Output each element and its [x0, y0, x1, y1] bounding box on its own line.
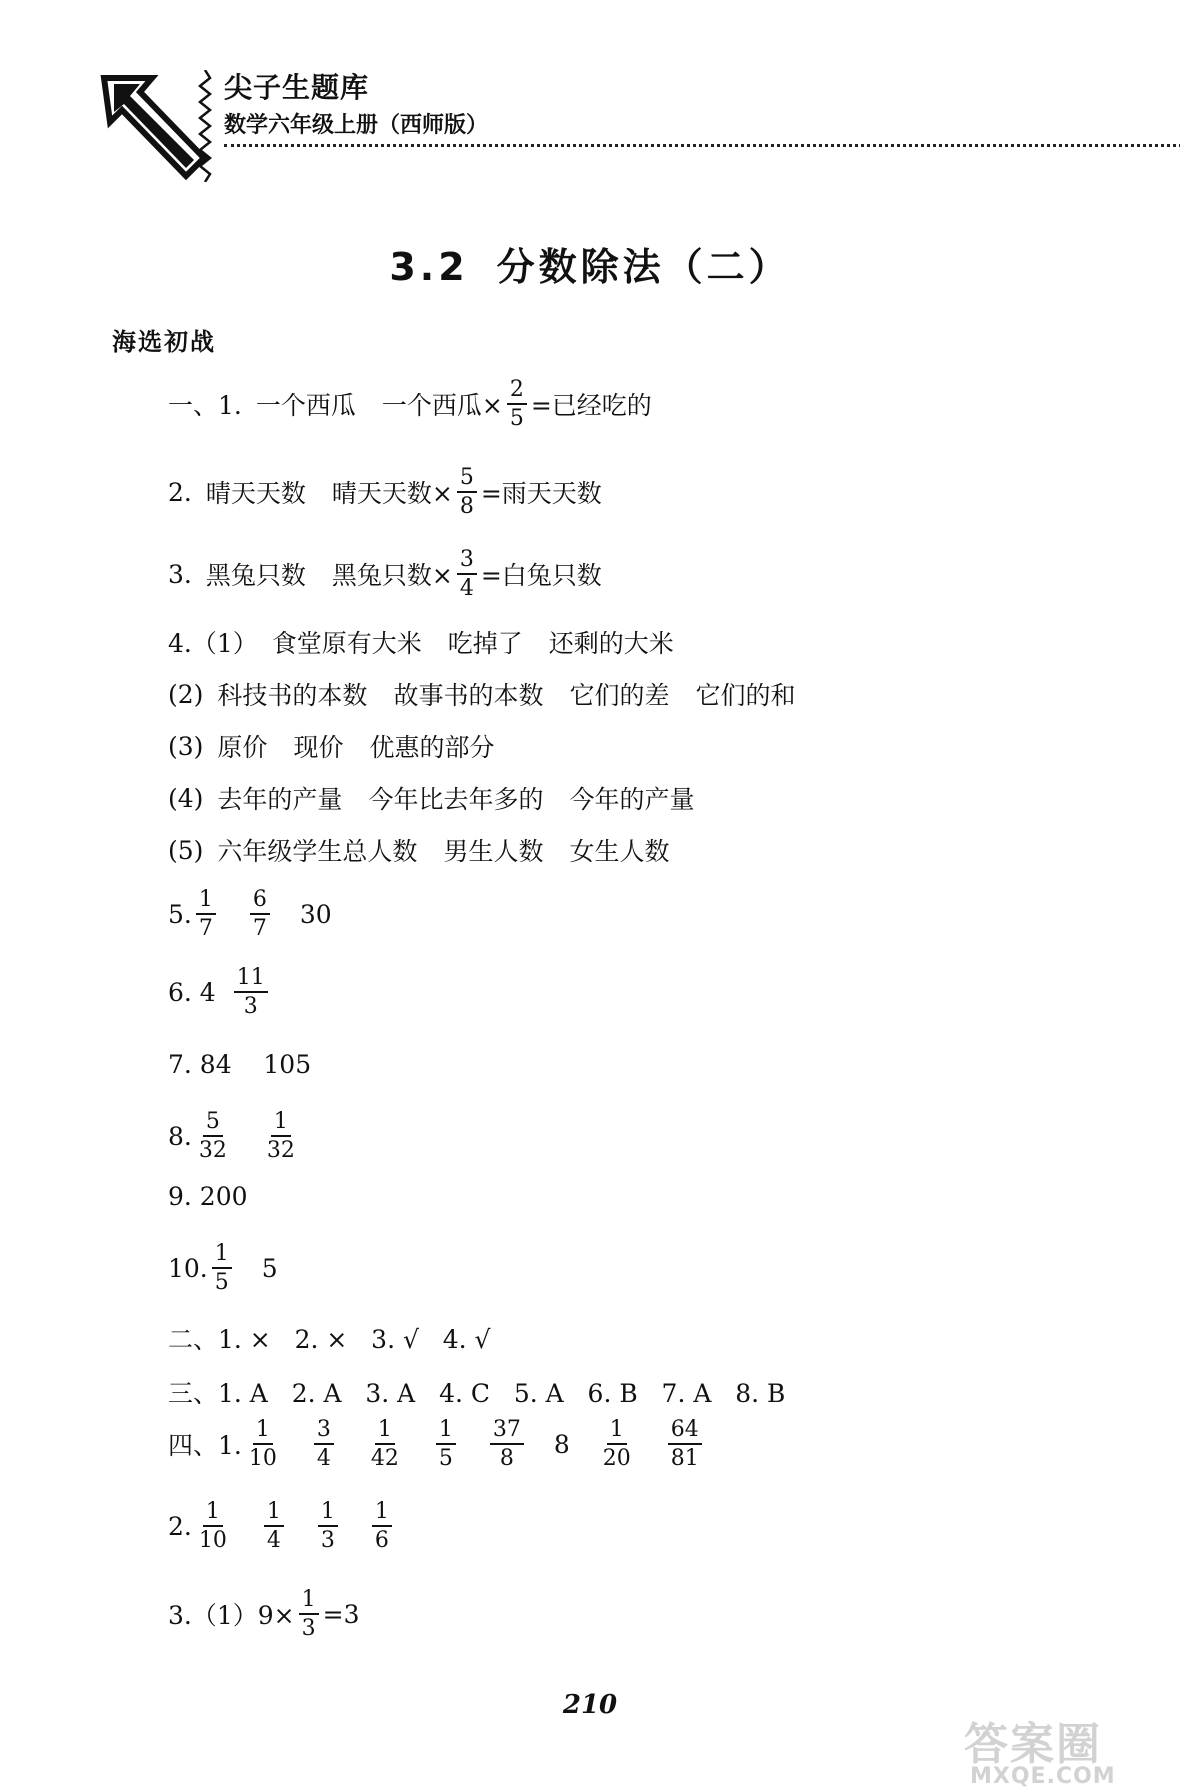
answer-text: 一个西瓜×: [381, 391, 503, 421]
chapter-name: 分数除法（二）: [496, 245, 791, 289]
answer-text: =雨天天数: [480, 479, 602, 509]
fraction: $\frac{64}{81}$: [668, 1418, 702, 1470]
answer-line-1-1: [168, 378, 652, 430]
answer-text: =已经吃的: [530, 391, 652, 421]
fraction: $\frac{1}{20}$: [602, 1417, 631, 1472]
answer-line-1-9: 9. 200: [168, 1182, 248, 1211]
item-number: 10.: [168, 1253, 208, 1283]
item-number: 3.: [168, 559, 192, 589]
fraction: $\frac{1}{3}$: [299, 1588, 319, 1640]
fraction: $\frac{1}{42}$: [370, 1417, 399, 1472]
fraction: $\frac{1}{10}$: [248, 1417, 277, 1472]
answer-text: 黑兔只数×: [331, 561, 453, 591]
answer-text: 一个西瓜: [255, 391, 356, 421]
chapter-title: [0, 236, 1180, 291]
page-number: 210: [562, 1690, 618, 1720]
answer-line-4-2: [168, 1500, 396, 1552]
section-heading: 海选初战: [112, 328, 216, 356]
fraction: $\frac{5}{8}$: [457, 466, 477, 518]
item-number: 4.（1）: [168, 629, 258, 658]
item-number: 3.（1）9×: [168, 1601, 295, 1631]
fraction: $\frac{11}{3}$: [234, 966, 268, 1018]
answer-line-2: 二、1. × 2. × 3. √ 4. √: [168, 1325, 491, 1354]
answer-line-1-3: [168, 548, 602, 600]
item-number: (4): [168, 783, 204, 813]
fraction: $\frac{5}{32}$: [198, 1109, 227, 1164]
item-number: (5): [168, 835, 204, 865]
page-header: [100, 62, 1100, 182]
answer-line-1-4-2: (2) 科技书的本数 故事书的本数 它们的差 它们的和: [168, 679, 796, 710]
fraction: $\frac{1}{7}$: [196, 888, 216, 940]
item-number: (3): [168, 731, 204, 761]
answer-line-4-3: 3.（1）9× $\frac{1}{3}$ =3: [168, 1587, 360, 1642]
fraction: $\frac{37}{8}$: [490, 1418, 524, 1470]
answer-text: 晴天天数: [205, 479, 306, 509]
brand-title: 尖子生题库: [224, 71, 370, 104]
fraction: $\frac{1}{5}$: [436, 1418, 456, 1470]
answer-line-4-1: 四、1. $\frac{1}{10}$ $\frac{3}{4}$ $\frac{1}{42}$ $\frac{1}{5}$ $\frac{37}{8}$ 8 $\frac{1}{20}$ $\frac{64}{81}$: [168, 1418, 706, 1470]
chapter-number: 3.2: [389, 245, 469, 289]
answer-line-1-4-3: (3) 原价 现价 优惠的部分: [168, 731, 495, 762]
answer-line-1-8: [168, 1110, 302, 1162]
item-number: (2): [168, 679, 204, 709]
answer-line-1-7: 7. 84 105: [168, 1050, 312, 1079]
fraction: $\frac{1}{32}$: [266, 1109, 295, 1164]
fraction: $\frac{3}{4}$: [314, 1418, 334, 1470]
fraction: $\frac{3}{4}$: [457, 548, 477, 600]
item-number: 2.: [168, 477, 192, 507]
item-number: 一、1.: [168, 391, 242, 421]
answer-line-3: 三、1. A 2. A 3. A 4. C 5. A 6. B 7. A 8. B: [168, 1379, 786, 1408]
answer-line-1-2: [168, 466, 602, 518]
fraction: $\frac{1}{6}$: [372, 1500, 392, 1552]
answer-line-1-6: [168, 966, 272, 1018]
fraction: $\frac{2}{5}$: [507, 378, 527, 430]
fraction: $\frac{1}{4}$: [264, 1500, 284, 1552]
answer-line-1-10: 10. $\frac{1}{5}$ 5: [168, 1241, 278, 1296]
answer-line-1-4-1: 4.（1） 食堂原有大米 吃掉了 还剩的大米: [168, 624, 674, 660]
item-number: 四、1.: [168, 1431, 242, 1461]
fraction: $\frac{1}{3}$: [318, 1500, 338, 1552]
answer-text: 晴天天数×: [331, 479, 453, 509]
fraction: $\frac{1}{5}$: [212, 1242, 232, 1294]
answer-line-1-4-4: (4) 去年的产量 今年比去年多的 今年的产量: [168, 783, 695, 814]
fraction: $\frac{6}{7}$: [250, 888, 270, 940]
item-number: 2.: [168, 1511, 192, 1541]
watermark: [960, 1700, 1160, 1790]
item-number: 8.: [168, 1121, 192, 1151]
book-subtitle: 数学六年级上册（西师版）: [224, 113, 489, 138]
arrow-logo-icon: [100, 68, 210, 184]
watermark-url: MXQE.COM: [970, 1764, 1116, 1789]
zigzag-divider-icon: [198, 70, 212, 182]
header-dotted-rule: [224, 144, 1180, 147]
answer-text: 黑兔只数: [205, 561, 306, 591]
answer-text: =白兔只数: [480, 561, 602, 591]
item-number: 5.: [168, 899, 192, 929]
answer-line-1-4-5: (5) 六年级学生总人数 男生人数 女生人数: [168, 835, 670, 866]
watermark-text: 答案圈: [964, 1719, 1102, 1770]
answer-line-1-5: 5. $\frac{1}{7}$ $\frac{6}{7}$ 30: [168, 887, 332, 942]
item-number: 6. 4: [168, 977, 216, 1007]
fraction: $\frac{1}{10}$: [198, 1499, 227, 1554]
